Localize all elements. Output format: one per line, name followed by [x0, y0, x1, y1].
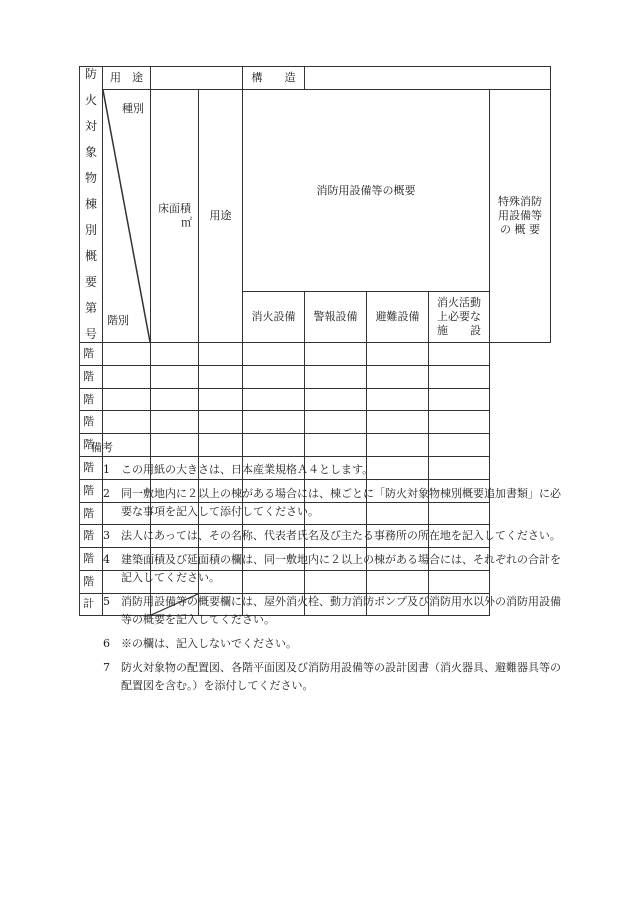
total-label: 計 [80, 593, 103, 615]
floor-area-cell[interactable] [103, 388, 151, 411]
floor-label-cell: 階 [80, 548, 103, 571]
notes-section [91, 439, 561, 701]
usage-cell[interactable] [151, 343, 199, 366]
note-number: 6 [103, 637, 110, 650]
note-text: この用紙の大きさは、日本産業規格Ａ４とします。 [121, 463, 374, 476]
firefighting-cell[interactable] [367, 411, 429, 434]
side-title-char: 火 [84, 93, 97, 107]
fire-extinguishing-cell[interactable] [199, 365, 243, 388]
side-title-char: 別 [84, 223, 97, 237]
floor-area-cell[interactable] [103, 365, 151, 388]
firefighting-line-2: 上必要な [437, 310, 481, 324]
floor-area-cell[interactable] [103, 411, 151, 434]
fire-extinguishing-cell[interactable] [199, 343, 243, 366]
usage-header: 用途 [199, 90, 243, 343]
floor-label: 階別 [107, 314, 129, 328]
use-input[interactable] [151, 67, 243, 90]
evacuation-cell[interactable] [305, 365, 367, 388]
floor-row [80, 365, 551, 388]
firefighting-header [429, 292, 490, 343]
side-title-char: 物 [84, 171, 97, 185]
note-text: 建築面積及び延面積の欄は、同一敷地内に２以上の棟がある場合には、それぞれの合計を記入してください。 [121, 553, 561, 584]
firefighting-cell[interactable] [367, 365, 429, 388]
side-title-char: 第 [84, 301, 97, 315]
side-title-char: 要 [84, 275, 97, 289]
special-line-3: の 概 要 [500, 222, 540, 236]
alarm-cell[interactable] [243, 411, 305, 434]
side-title-char: 概 [84, 249, 97, 263]
note-item [91, 461, 561, 479]
notes-list [91, 461, 561, 695]
firefighting-line-1: 消火活動 [437, 296, 481, 310]
usage-cell[interactable] [151, 388, 199, 411]
floor-label-cell: 階 [80, 434, 103, 457]
special-line-2: 用設備等 [498, 209, 542, 223]
alarm-cell[interactable] [243, 343, 305, 366]
note-number: 5 [103, 595, 110, 608]
floor-label-cell: 階 [80, 525, 103, 548]
evacuation-cell[interactable] [305, 388, 367, 411]
alarm-cell[interactable] [243, 388, 305, 411]
side-title-chars [80, 67, 102, 342]
diagonal-line [103, 90, 150, 342]
fire-extinguishing-cell[interactable] [199, 388, 243, 411]
special-cell[interactable] [429, 365, 490, 388]
firefighting-cell[interactable] [367, 388, 429, 411]
side-title-char: 象 [84, 145, 97, 159]
note-number: 4 [103, 553, 110, 566]
fire-extinguishing-cell[interactable] [199, 411, 243, 434]
use-label: 用 途 [103, 67, 151, 90]
evacuation-cell[interactable] [305, 343, 367, 366]
firefighting-line-3: 施 設 [437, 323, 481, 337]
floor-label-cell: 階 [80, 456, 103, 479]
note-item [91, 635, 561, 653]
special-cell[interactable] [429, 411, 490, 434]
floor-area-label: 床面積 [158, 202, 191, 216]
floor-area-unit: ㎡ [181, 216, 192, 229]
special-equipment-header [490, 90, 551, 343]
floor-label-cell: 階 [80, 479, 103, 502]
alarm-header: 警報設備 [305, 292, 367, 343]
structure-input[interactable] [305, 67, 551, 90]
note-item [91, 659, 561, 695]
special-cell[interactable] [429, 343, 490, 366]
floor-row [80, 388, 551, 411]
side-title-char: 対 [84, 119, 97, 133]
floor-label-cell: 階 [80, 570, 103, 593]
floor-row [80, 411, 551, 434]
usage-cell[interactable] [151, 411, 199, 434]
notes-heading: 備考 [91, 441, 113, 454]
evacuation-cell[interactable] [305, 411, 367, 434]
type-label: 種別 [122, 102, 144, 115]
note-item [91, 485, 561, 521]
evacuation-header: 避難設備 [367, 292, 429, 343]
floor-label-cell: 階 [80, 502, 103, 525]
note-item [91, 593, 561, 629]
fire-extinguishing-header: 消火設備 [243, 292, 305, 343]
firefighting-cell[interactable] [367, 343, 429, 366]
structure-label: 構 造 [243, 67, 305, 90]
equipment-overview-header: 消防用設備等の概要 [243, 90, 490, 292]
note-number: 1 [103, 463, 110, 476]
note-item [91, 551, 561, 587]
usage-cell[interactable] [151, 365, 199, 388]
floor-label-cell: 階 [80, 388, 103, 411]
special-cell[interactable] [429, 388, 490, 411]
side-title-char: 号 [84, 327, 97, 341]
floor-row [80, 343, 551, 366]
note-number: 7 [103, 661, 110, 674]
note-text: ※の欄は、記入しないでください。 [121, 637, 297, 650]
note-text: 同一敷地内に２以上の棟がある場合には、棟ごとに「防火対象物棟別概要追加書類」に必要な事項を記入して添付してください。 [121, 487, 561, 518]
floor-label-cell: 階 [80, 343, 103, 366]
note-text: 消防用設備等の概要欄には、屋外消火栓、動力消防ポンプ及び消防用水以外の消防用設備等の概要を記入してください。 [121, 595, 561, 626]
alarm-cell[interactable] [243, 365, 305, 388]
floor-label-cell: 階 [80, 365, 103, 388]
note-text: 法人にあっては、その名称、代表者氏名及び主たる事務所の所在地を記入してください。 [121, 529, 561, 542]
side-title [80, 67, 103, 343]
side-title-char: 防 [84, 67, 97, 81]
note-number: 2 [103, 487, 110, 500]
floor-label-cell: 階 [80, 411, 103, 434]
note-text: 防火対象物の配置図、各階平面図及び消防用設備等の設計図書（消火器具、避難器具等の配置図を含む。）を添付してください。 [121, 661, 561, 692]
floor-area-cell[interactable] [103, 343, 151, 366]
note-number: 3 [103, 529, 110, 542]
type-floor-header [103, 90, 151, 343]
floor-area-header [151, 90, 199, 343]
side-title-char: 棟 [84, 197, 97, 211]
special-line-1: 特殊消防 [498, 195, 542, 209]
note-item [91, 527, 561, 545]
